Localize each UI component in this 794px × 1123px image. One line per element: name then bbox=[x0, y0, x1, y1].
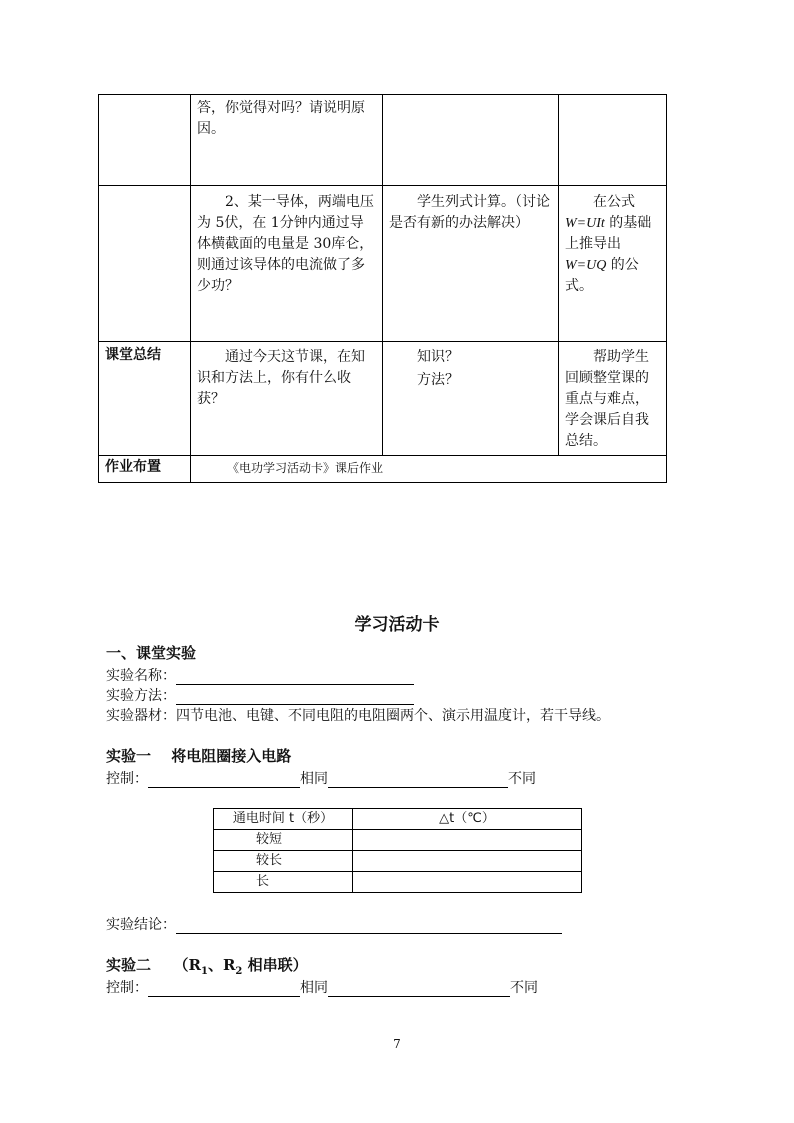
answer-cell[interactable] bbox=[353, 851, 582, 872]
control-blank[interactable] bbox=[148, 772, 300, 788]
lesson-table bbox=[98, 94, 667, 483]
activity-cell: 学生列式计算。（讨论是否有新的办法解决） bbox=[383, 186, 559, 342]
table-row bbox=[214, 872, 582, 893]
table-row bbox=[214, 809, 582, 830]
question-cell: 2、某一导体，两端电压为 5伏，在 1分钟内通过导体横截面的电量是 30库仑，则通过该导体的电流做了多少功？ bbox=[191, 186, 383, 342]
question-cell: 答，你觉得对吗？请说明原因。 bbox=[191, 95, 383, 186]
activity-cell: 知识？ 方法？ bbox=[383, 342, 559, 456]
formula-uit: W=UIt bbox=[565, 216, 605, 231]
row-label-homework: 作业布置 bbox=[99, 456, 191, 483]
header-time: 通电时间 t（秒） bbox=[214, 809, 353, 830]
same-blank[interactable] bbox=[328, 772, 508, 788]
note-cell: 帮助学生回顾整堂课的重点与难点，学会课后自我总结。 bbox=[559, 342, 667, 456]
exp-name-row: 实验名称： bbox=[106, 665, 414, 685]
control-row-2: 控制： 相同 不同 bbox=[106, 980, 538, 996]
row-label-summary: 课堂总结 bbox=[99, 342, 191, 456]
page-number: 7 bbox=[393, 1037, 401, 1051]
cell-empty bbox=[383, 95, 559, 186]
table-row bbox=[214, 851, 582, 872]
header-delta-t: △t（℃） bbox=[353, 809, 582, 830]
card-title: 学习活动卡 bbox=[354, 615, 440, 635]
control-row-1: 控制： 相同 不同 bbox=[106, 771, 536, 787]
cell-empty bbox=[99, 95, 191, 186]
exp2-heading: 实验二 （$R_1$、$R_2$ 相串联） bbox=[106, 956, 308, 977]
row-label: 较长 bbox=[214, 851, 353, 872]
section-heading: 一、课堂实验 bbox=[106, 644, 197, 662]
exp-name-blank[interactable] bbox=[176, 669, 414, 685]
cell-empty bbox=[559, 95, 667, 186]
note-cell: 在公式 W=UIt 的基础上推导出 W=UQ 的公式。 bbox=[559, 186, 667, 342]
homework-cell: 《电功学习活动卡》课后作业 bbox=[191, 456, 667, 483]
cell-empty bbox=[99, 186, 191, 342]
question-cell: 通过今天这节课，在知识和方法上，你有什么收获？ bbox=[191, 342, 383, 456]
control-blank[interactable] bbox=[148, 981, 300, 997]
table-row bbox=[99, 456, 667, 483]
table-row bbox=[214, 830, 582, 851]
conclusion-blank[interactable] bbox=[176, 918, 562, 934]
conclusion-row: 实验结论： bbox=[106, 914, 562, 934]
formula-uq: W=UQ bbox=[565, 258, 607, 273]
exp-method-blank[interactable] bbox=[176, 689, 414, 705]
answer-cell[interactable] bbox=[353, 872, 582, 893]
table-row bbox=[99, 342, 667, 456]
table-row bbox=[99, 95, 667, 186]
answer-cell[interactable] bbox=[353, 830, 582, 851]
equipment-text: 实验器材：四节电池、电键、不同电阻的电阻圈两个、演示用温度计，若干导线。 bbox=[106, 708, 610, 724]
exp1-heading: 实验一 将电阻圈接入电路 bbox=[106, 747, 292, 765]
row-label: 长 bbox=[214, 872, 353, 893]
exp-method-row: 实验方法： bbox=[106, 685, 414, 705]
row-label: 较短 bbox=[214, 830, 353, 851]
same-blank[interactable] bbox=[328, 981, 510, 997]
experiment-table bbox=[213, 808, 582, 893]
table-row bbox=[99, 186, 667, 342]
